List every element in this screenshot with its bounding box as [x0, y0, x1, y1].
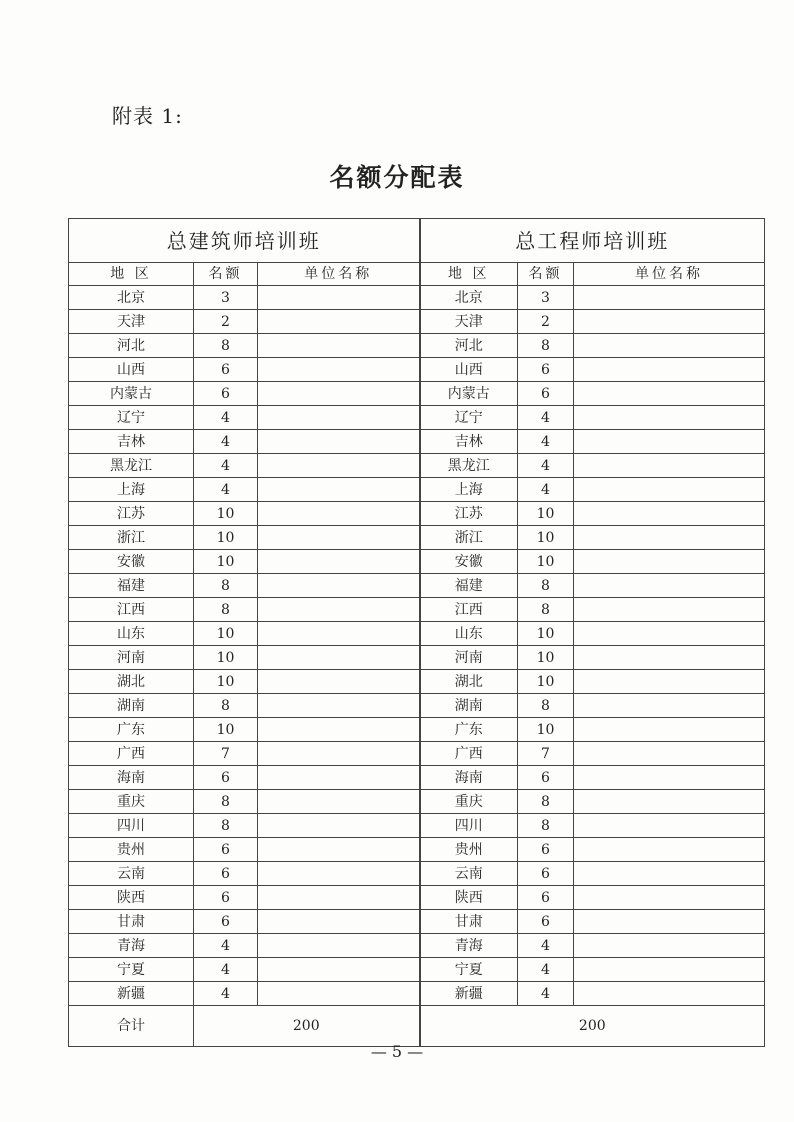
- table-row: [69, 598, 765, 622]
- unit-name-cell: [258, 454, 420, 478]
- unit-name-cell: [574, 478, 765, 502]
- column-header-row: [69, 263, 765, 286]
- region-cell: 云南: [69, 862, 194, 886]
- quota-cell: 10: [194, 646, 258, 670]
- table-row: [69, 862, 765, 886]
- region-cell: 重庆: [420, 790, 518, 814]
- unit-name-cell: [258, 382, 420, 406]
- quota-cell: 6: [194, 766, 258, 790]
- unit-name-cell: [258, 958, 420, 982]
- page-number: — 5 —: [370, 1042, 424, 1061]
- unit-name-cell: [258, 838, 420, 862]
- quota-cell: 6: [194, 862, 258, 886]
- unit-name-cell: [574, 694, 765, 718]
- quota-cell: 8: [194, 790, 258, 814]
- unit-name-cell: [574, 550, 765, 574]
- quota-cell: 6: [518, 910, 574, 934]
- group-title-architect: 总建筑师培训班: [69, 219, 420, 263]
- column-header-region: 地 区: [420, 263, 518, 286]
- quota-cell: 6: [518, 766, 574, 790]
- group-title-engineer: 总工程师培训班: [420, 219, 765, 263]
- region-cell: 福建: [420, 574, 518, 598]
- region-cell: 山西: [420, 358, 518, 382]
- region-cell: 河北: [420, 334, 518, 358]
- quota-cell: 8: [518, 790, 574, 814]
- quota-cell: 10: [194, 718, 258, 742]
- unit-name-cell: [258, 550, 420, 574]
- unit-name-cell: [574, 718, 765, 742]
- region-cell: 贵州: [420, 838, 518, 862]
- region-cell: 云南: [420, 862, 518, 886]
- unit-name-cell: [574, 886, 765, 910]
- unit-name-cell: [574, 574, 765, 598]
- quota-table: [68, 218, 765, 1047]
- unit-name-cell: [258, 742, 420, 766]
- region-cell: 黑龙江: [69, 454, 194, 478]
- quota-cell: 8: [518, 814, 574, 838]
- unit-name-cell: [574, 406, 765, 430]
- region-cell: 宁夏: [69, 958, 194, 982]
- quota-cell: 2: [518, 310, 574, 334]
- unit-name-cell: [574, 646, 765, 670]
- table-row: [69, 790, 765, 814]
- unit-name-cell: [574, 286, 765, 310]
- region-cell: 黑龙江: [420, 454, 518, 478]
- quota-cell: 8: [194, 598, 258, 622]
- region-cell: 内蒙古: [420, 382, 518, 406]
- region-cell: 陕西: [69, 886, 194, 910]
- region-cell: 湖北: [69, 670, 194, 694]
- quota-cell: 6: [194, 886, 258, 910]
- unit-name-cell: [258, 478, 420, 502]
- region-cell: 江西: [420, 598, 518, 622]
- unit-name-cell: [574, 526, 765, 550]
- region-cell: 浙江: [420, 526, 518, 550]
- quota-cell: 4: [518, 454, 574, 478]
- region-cell: 福建: [69, 574, 194, 598]
- unit-name-cell: [258, 502, 420, 526]
- region-cell: 吉林: [69, 430, 194, 454]
- region-cell: 安徽: [69, 550, 194, 574]
- quota-cell: 6: [194, 910, 258, 934]
- region-cell: 海南: [69, 766, 194, 790]
- region-cell: 新疆: [420, 982, 518, 1006]
- unit-name-cell: [258, 286, 420, 310]
- region-cell: 河北: [69, 334, 194, 358]
- unit-name-cell: [574, 862, 765, 886]
- unit-name-cell: [574, 622, 765, 646]
- region-cell: 天津: [69, 310, 194, 334]
- table-row: [69, 766, 765, 790]
- quota-cell: 7: [194, 742, 258, 766]
- quota-cell: 8: [194, 334, 258, 358]
- quota-cell: 10: [194, 502, 258, 526]
- table-row: [69, 886, 765, 910]
- unit-name-cell: [574, 670, 765, 694]
- region-cell: 北京: [420, 286, 518, 310]
- unit-name-cell: [574, 598, 765, 622]
- region-cell: 甘肃: [420, 910, 518, 934]
- table-row: [69, 358, 765, 382]
- unit-name-cell: [258, 982, 420, 1006]
- table-row: [69, 406, 765, 430]
- table-row: [69, 382, 765, 406]
- column-header-unit: 单位名称: [258, 263, 420, 286]
- region-cell: 广西: [420, 742, 518, 766]
- table-row: [69, 934, 765, 958]
- quota-cell: 8: [518, 694, 574, 718]
- unit-name-cell: [574, 910, 765, 934]
- table-row: [69, 718, 765, 742]
- appendix-label: 附表 1:: [112, 104, 183, 128]
- column-header-quota: 名额: [518, 263, 574, 286]
- region-cell: 天津: [420, 310, 518, 334]
- quota-cell: 10: [194, 550, 258, 574]
- unit-name-cell: [258, 334, 420, 358]
- total-value-architect: 200: [194, 1006, 420, 1047]
- quota-cell: 4: [194, 430, 258, 454]
- unit-name-cell: [258, 358, 420, 382]
- unit-name-cell: [574, 334, 765, 358]
- quota-cell: 4: [194, 982, 258, 1006]
- total-label: 合计: [69, 1006, 194, 1047]
- region-cell: 辽宁: [69, 406, 194, 430]
- quota-cell: 6: [518, 862, 574, 886]
- unit-name-cell: [574, 982, 765, 1006]
- table-row: [69, 550, 765, 574]
- quota-cell: 10: [194, 670, 258, 694]
- unit-name-cell: [258, 862, 420, 886]
- unit-name-cell: [574, 358, 765, 382]
- unit-name-cell: [258, 406, 420, 430]
- region-cell: 江西: [69, 598, 194, 622]
- unit-name-cell: [574, 814, 765, 838]
- quota-cell: 4: [194, 934, 258, 958]
- column-header-region: 地 区: [69, 263, 194, 286]
- region-cell: 贵州: [69, 838, 194, 862]
- unit-name-cell: [574, 790, 765, 814]
- quota-cell: 6: [194, 382, 258, 406]
- quota-cell: 2: [194, 310, 258, 334]
- quota-cell: 10: [518, 646, 574, 670]
- quota-cell: 6: [518, 358, 574, 382]
- group-header-row: [69, 219, 765, 263]
- quota-cell: 6: [518, 886, 574, 910]
- region-cell: 上海: [69, 478, 194, 502]
- region-cell: 重庆: [69, 790, 194, 814]
- quota-cell: 4: [518, 958, 574, 982]
- table-row: [69, 814, 765, 838]
- region-cell: 江苏: [420, 502, 518, 526]
- unit-name-cell: [258, 910, 420, 934]
- region-cell: 四川: [69, 814, 194, 838]
- unit-name-cell: [574, 382, 765, 406]
- region-cell: 青海: [69, 934, 194, 958]
- unit-name-cell: [574, 958, 765, 982]
- quota-cell: 10: [518, 622, 574, 646]
- quota-cell: 8: [194, 814, 258, 838]
- unit-name-cell: [574, 454, 765, 478]
- quota-cell: 10: [194, 622, 258, 646]
- table-row: [69, 334, 765, 358]
- region-cell: 宁夏: [420, 958, 518, 982]
- region-cell: 内蒙古: [69, 382, 194, 406]
- unit-name-cell: [258, 526, 420, 550]
- table-row: [69, 646, 765, 670]
- region-cell: 广西: [69, 742, 194, 766]
- quota-cell: 6: [194, 838, 258, 862]
- quota-cell: 3: [518, 286, 574, 310]
- quota-cell: 6: [518, 382, 574, 406]
- region-cell: 甘肃: [69, 910, 194, 934]
- quota-cell: 10: [518, 718, 574, 742]
- unit-name-cell: [258, 310, 420, 334]
- table-row: [69, 526, 765, 550]
- quota-cell: 4: [194, 958, 258, 982]
- unit-name-cell: [258, 694, 420, 718]
- quota-cell: 6: [518, 838, 574, 862]
- region-cell: 新疆: [69, 982, 194, 1006]
- quota-cell: 10: [518, 670, 574, 694]
- unit-name-cell: [574, 766, 765, 790]
- region-cell: 山西: [69, 358, 194, 382]
- region-cell: 江苏: [69, 502, 194, 526]
- region-cell: 浙江: [69, 526, 194, 550]
- region-cell: 陕西: [420, 886, 518, 910]
- unit-name-cell: [574, 310, 765, 334]
- region-cell: 青海: [420, 934, 518, 958]
- quota-cell: 8: [194, 574, 258, 598]
- unit-name-cell: [258, 622, 420, 646]
- table-row: [69, 574, 765, 598]
- quota-cell: 10: [518, 526, 574, 550]
- quota-cell: 4: [194, 478, 258, 502]
- region-cell: 湖南: [420, 694, 518, 718]
- quota-cell: 4: [194, 406, 258, 430]
- region-cell: 山东: [420, 622, 518, 646]
- region-cell: 北京: [69, 286, 194, 310]
- table-row: [69, 694, 765, 718]
- quota-cell: 4: [194, 454, 258, 478]
- total-row: [69, 1006, 765, 1047]
- unit-name-cell: [258, 790, 420, 814]
- quota-cell: 10: [518, 550, 574, 574]
- region-cell: 四川: [420, 814, 518, 838]
- table-row: [69, 286, 765, 310]
- table-row: [69, 910, 765, 934]
- quota-cell: 8: [518, 334, 574, 358]
- unit-name-cell: [258, 718, 420, 742]
- quota-cell: 4: [518, 406, 574, 430]
- table-row: [69, 958, 765, 982]
- unit-name-cell: [258, 670, 420, 694]
- table-row: [69, 670, 765, 694]
- quota-cell: 4: [518, 982, 574, 1006]
- table-row: [69, 622, 765, 646]
- quota-cell: 8: [194, 694, 258, 718]
- unit-name-cell: [258, 574, 420, 598]
- unit-name-cell: [574, 502, 765, 526]
- table-row: [69, 982, 765, 1006]
- region-cell: 辽宁: [420, 406, 518, 430]
- region-cell: 河南: [69, 646, 194, 670]
- region-cell: 安徽: [420, 550, 518, 574]
- table-row: [69, 502, 765, 526]
- quota-cell: 3: [194, 286, 258, 310]
- unit-name-cell: [258, 646, 420, 670]
- quota-cell: 4: [518, 934, 574, 958]
- table-row: [69, 454, 765, 478]
- quota-cell: 8: [518, 598, 574, 622]
- unit-name-cell: [574, 742, 765, 766]
- region-cell: 上海: [420, 478, 518, 502]
- unit-name-cell: [574, 838, 765, 862]
- region-cell: 山东: [69, 622, 194, 646]
- region-cell: 广东: [69, 718, 194, 742]
- table-row: [69, 742, 765, 766]
- unit-name-cell: [258, 886, 420, 910]
- unit-name-cell: [258, 934, 420, 958]
- column-header-unit: 单位名称: [574, 263, 765, 286]
- quota-cell: 4: [518, 478, 574, 502]
- unit-name-cell: [258, 814, 420, 838]
- page-title: 名额分配表: [329, 163, 465, 192]
- region-cell: 吉林: [420, 430, 518, 454]
- table-row: [69, 430, 765, 454]
- unit-name-cell: [258, 430, 420, 454]
- unit-name-cell: [258, 598, 420, 622]
- quota-cell: 4: [518, 430, 574, 454]
- quota-cell: 10: [194, 526, 258, 550]
- quota-cell: 8: [518, 574, 574, 598]
- table-row: [69, 310, 765, 334]
- table-row: [69, 478, 765, 502]
- quota-cell: 6: [194, 358, 258, 382]
- total-value-engineer: 200: [420, 1006, 765, 1047]
- quota-cell: 7: [518, 742, 574, 766]
- region-cell: 湖北: [420, 670, 518, 694]
- column-header-quota: 名额: [194, 263, 258, 286]
- table-row: [69, 838, 765, 862]
- unit-name-cell: [574, 934, 765, 958]
- region-cell: 河南: [420, 646, 518, 670]
- region-cell: 湖南: [69, 694, 194, 718]
- region-cell: 广东: [420, 718, 518, 742]
- unit-name-cell: [258, 766, 420, 790]
- region-cell: 海南: [420, 766, 518, 790]
- unit-name-cell: [574, 430, 765, 454]
- quota-cell: 10: [518, 502, 574, 526]
